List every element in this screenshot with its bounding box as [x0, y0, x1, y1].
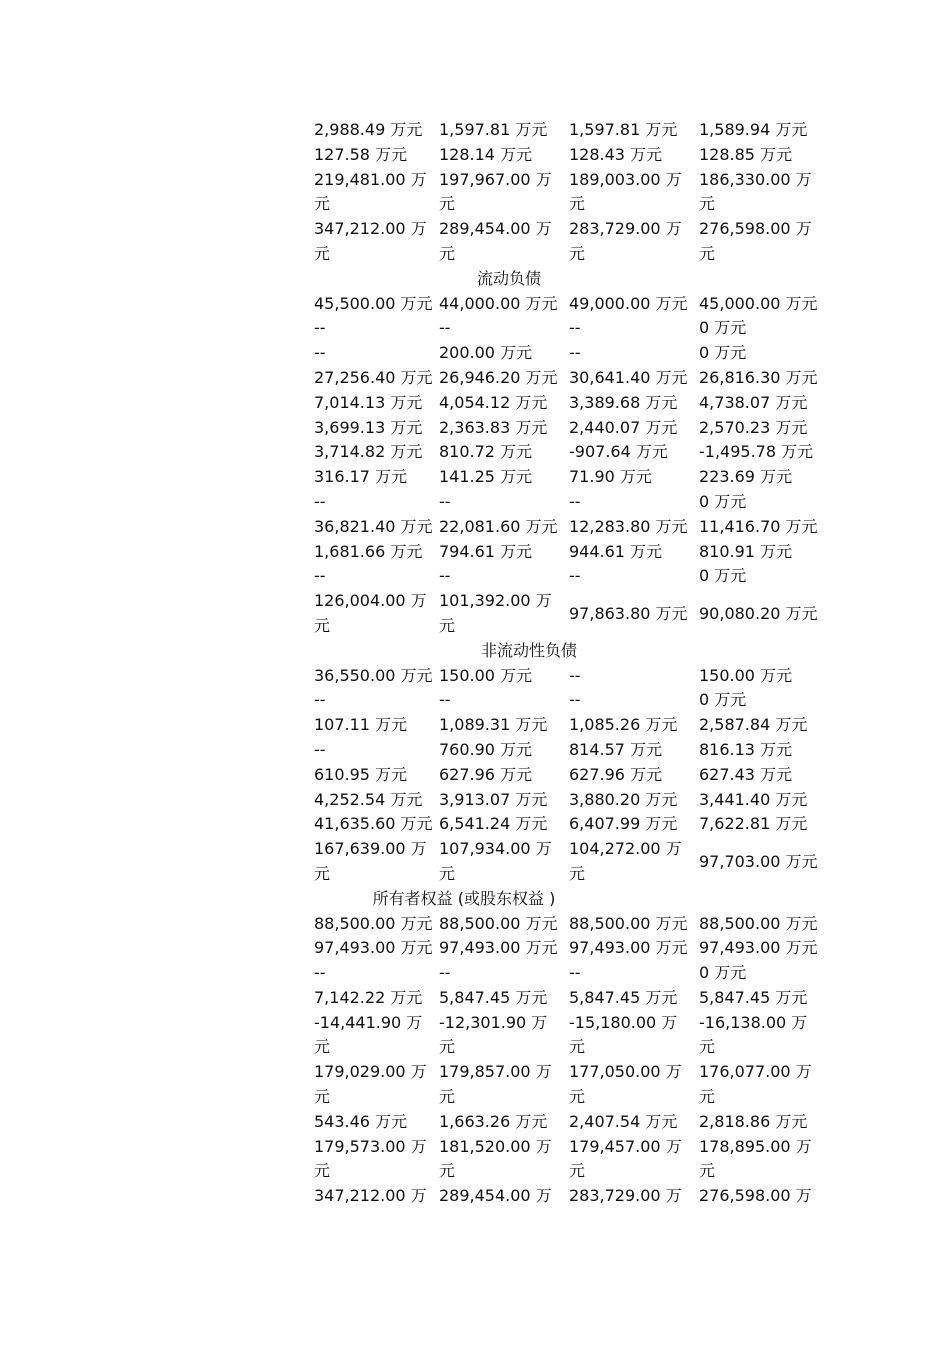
table-cell: 627.43 万元: [699, 764, 793, 784]
table-cell: 1,597.81 万元: [439, 120, 548, 139]
table-cell: 816.13 万元: [699, 739, 793, 759]
table-cell: --: [314, 318, 326, 338]
table-cell: 45,000.00 万元: [699, 293, 818, 313]
table-cell: 2,440.07 万元: [569, 417, 678, 437]
table-row: [314, 713, 834, 738]
table-cell: 200.00 万元: [439, 343, 533, 363]
table-row: [314, 341, 834, 366]
table-cell: 189,003.00 万 元: [569, 169, 682, 214]
table-row: [314, 912, 834, 937]
table-cell: 3,714.82 万元: [314, 442, 423, 462]
table-cell: -16,138.00 万 元: [699, 1012, 808, 1057]
table-cell: --: [314, 343, 326, 363]
table-cell: 104,272.00 万 元: [569, 839, 682, 883]
table-cell: 1,681.66 万元: [314, 541, 423, 561]
table-cell: 88,500.00 万元: [569, 913, 688, 933]
equity-rows: [314, 912, 834, 1210]
table-cell: --: [569, 491, 581, 511]
table-cell: --: [439, 318, 451, 338]
table-cell: 181,520.00 万 元: [439, 1136, 552, 1181]
table-cell: 810.72 万元: [439, 442, 533, 462]
table-cell: 1,089.31 万元: [439, 715, 548, 735]
table-cell: 179,029.00 万 元: [314, 1062, 427, 1107]
table-cell: 197,967.00 万 元: [439, 169, 552, 214]
table-cell: 610.95 万元: [314, 764, 408, 784]
table-cell: 4,054.12 万元: [439, 392, 548, 412]
table-cell: 150.00 万元: [439, 665, 533, 685]
table-cell: -1,495.78 万元: [699, 442, 814, 462]
table-cell: 3,441.40 万元: [699, 789, 808, 809]
table-cell: 289,454.00 万: [439, 1186, 552, 1206]
table-row: [314, 1135, 834, 1185]
table-cell: 543.46 万元: [314, 1111, 408, 1131]
table-cell: 219,481.00 万 元: [314, 169, 427, 214]
table-cell: 810.91 万元: [699, 541, 793, 561]
table-cell: 71.90 万元: [569, 467, 652, 487]
table-cell: 283,729.00 万: [569, 1186, 682, 1206]
table-cell: 90,080.20 万元: [699, 603, 818, 623]
table-cell: 36,550.00 万元: [314, 665, 433, 685]
table-cell: --: [314, 566, 326, 586]
table-cell: --: [314, 739, 326, 759]
table-cell: 177,050.00 万 元: [569, 1062, 682, 1107]
table-cell: 27,256.40 万元: [314, 367, 433, 387]
table-cell: --: [314, 690, 326, 710]
table-cell: 7,014.13 万元: [314, 392, 423, 412]
table-cell: 88,500.00 万元: [699, 913, 818, 933]
table-cell: 97,493.00 万元: [569, 938, 688, 958]
table-cell: 0 万元: [699, 963, 747, 983]
table-cell: 3,880.20 万元: [569, 789, 678, 809]
table-row: [314, 961, 834, 986]
table-cell: 6,407.99 万元: [569, 814, 678, 834]
table-cell: 347,212.00 万: [314, 1186, 427, 1206]
table-cell: 107.11 万元: [314, 715, 408, 735]
table-cell: 12,283.80 万元: [569, 516, 688, 536]
table-cell: 0 万元: [699, 566, 747, 586]
current-liability-rows: [314, 292, 834, 590]
table-cell: 128.14 万元: [439, 144, 533, 164]
table-cell: 4,738.07 万元: [699, 392, 808, 412]
table-cell: --: [569, 690, 581, 710]
table-cell: 128.85 万元: [699, 144, 793, 164]
table-cell: 30,641.40 万元: [569, 367, 688, 387]
table-cell: 141.25 万元: [439, 467, 533, 487]
table-cell: 127.58 万元: [314, 144, 408, 164]
table-cell: 186,330.00 万 元: [699, 169, 812, 214]
table-cell: 88,500.00 万元: [439, 913, 558, 933]
table-cell: 26,946.20 万元: [439, 367, 558, 387]
table-row: [314, 292, 834, 317]
table-row: [314, 168, 834, 218]
table-cell: 2,988.49 万元: [314, 120, 423, 139]
table-cell: 97,493.00 万元: [699, 938, 818, 958]
table-cell: -907.64 万元: [569, 442, 668, 462]
table-row: [314, 688, 834, 713]
table-cell: 944.61 万元: [569, 541, 663, 561]
table-cell: 179,573.00 万 元: [314, 1136, 427, 1181]
table-cell: 97,493.00 万元: [314, 938, 433, 958]
table-cell: 101,392.00 万 元: [439, 591, 552, 635]
table-row: [314, 316, 834, 341]
section-equity: 所有者权益 (或股东权益 ): [372, 888, 556, 908]
table-row: [314, 763, 834, 788]
noncurrent-liability-rows: [314, 664, 834, 838]
table-row: [314, 837, 834, 887]
table-cell: 88,500.00 万元: [314, 913, 433, 933]
table-cell: 2,818.86 万元: [699, 1111, 808, 1131]
table-cell: 0 万元: [699, 318, 747, 338]
table-cell: 176,077.00 万 元: [699, 1062, 812, 1107]
table-cell: 178,895.00 万 元: [699, 1136, 812, 1181]
table-row: [314, 986, 834, 1011]
table-cell: 1,589.94 万元: [699, 120, 808, 139]
table-cell: 3,389.68 万元: [569, 392, 678, 412]
table-cell: 2,570.23 万元: [699, 417, 808, 437]
table-cell: 7,622.81 万元: [699, 814, 808, 834]
table-cell: 0 万元: [699, 343, 747, 363]
noncurrent-liability-total-row: [314, 837, 834, 887]
table-cell: 3,699.13 万元: [314, 417, 423, 437]
table-cell: --: [569, 963, 581, 983]
table-row: [314, 465, 834, 490]
table-row: [314, 391, 834, 416]
table-cell: 179,457.00 万 元: [569, 1136, 682, 1181]
table-cell: 4,252.54 万元: [314, 789, 423, 809]
table-cell: 3,913.07 万元: [439, 789, 548, 809]
table-row: [314, 936, 834, 961]
table-cell: 107,934.00 万 元: [439, 839, 552, 883]
table-cell: 179,857.00 万 元: [439, 1062, 552, 1107]
table-row: [314, 812, 834, 837]
table-cell: --: [439, 491, 451, 511]
table-cell: 794.61 万元: [439, 541, 533, 561]
table-cell: --: [314, 491, 326, 511]
table-cell: --: [569, 318, 581, 338]
table-row: [314, 366, 834, 391]
table-cell: 150.00 万元: [699, 665, 793, 685]
table-cell: 0 万元: [699, 491, 747, 511]
table-cell: --: [439, 690, 451, 710]
table-cell: -14,441.90 万 元: [314, 1012, 423, 1057]
table-row: [314, 1011, 834, 1061]
section-noncurrent-liabilities: 非流动性负债: [480, 640, 577, 660]
table-cell: 814.57 万元: [569, 739, 663, 759]
table-cell: 347,212.00 万 元: [314, 219, 427, 263]
table-row: [314, 118, 834, 143]
table-cell: 2,587.84 万元: [699, 715, 808, 735]
table-cell: 22,081.60 万元: [439, 516, 558, 536]
table-row: [314, 540, 834, 565]
table-cell: --: [439, 963, 451, 983]
asset-rows: [314, 118, 834, 267]
table-cell: 11,416.70 万元: [699, 516, 818, 536]
table-cell: 627.96 万元: [439, 764, 533, 784]
table-cell: 44,000.00 万元: [439, 293, 558, 313]
table-cell: 276,598.00 万: [699, 1186, 812, 1206]
table-row: [314, 738, 834, 763]
table-row: [314, 564, 834, 589]
table-row: [314, 143, 834, 168]
table-cell: 6,541.24 万元: [439, 814, 548, 834]
table-cell: --: [569, 343, 581, 363]
table-cell: 97,863.80 万元: [569, 603, 688, 623]
table-cell: --: [569, 665, 581, 685]
table-cell: --: [314, 963, 326, 983]
table-cell: -12,301.90 万 元: [439, 1012, 548, 1057]
table-row: [314, 664, 834, 689]
table-cell: 2,363.83 万元: [439, 417, 548, 437]
table-row: [314, 788, 834, 813]
table-cell: 128.43 万元: [569, 144, 663, 164]
table-cell: 2,407.54 万元: [569, 1111, 678, 1131]
table-cell: 26,816.30 万元: [699, 367, 818, 387]
table-row: [314, 490, 834, 515]
table-cell: 223.69 万元: [699, 467, 793, 487]
table-cell: 1,085.26 万元: [569, 715, 678, 735]
table-cell: 45,500.00 万元: [314, 293, 433, 313]
financial-table: [314, 118, 834, 1209]
table-row: [314, 440, 834, 465]
table-cell: 167,639.00 万 元: [314, 839, 427, 883]
section-current-liabilities: 流动负债: [476, 268, 541, 288]
table-cell: 97,703.00 万元: [699, 851, 818, 871]
table-cell: --: [439, 566, 451, 586]
table-cell: 126,004.00 万 元: [314, 591, 427, 635]
table-cell: 49,000.00 万元: [569, 293, 688, 313]
table-cell: 289,454.00 万 元: [439, 219, 552, 263]
table-row: [314, 1184, 834, 1209]
table-cell: --: [569, 566, 581, 586]
current-liability-total-row: [314, 589, 834, 639]
table-row: [314, 217, 834, 267]
table-cell: 627.96 万元: [569, 764, 663, 784]
table-cell: 5,847.45 万元: [439, 987, 548, 1007]
table-cell: 5,847.45 万元: [699, 987, 808, 1007]
table-cell: 5,847.45 万元: [569, 987, 678, 1007]
table-cell: 276,598.00 万 元: [699, 219, 812, 263]
table-cell: 283,729.00 万 元: [569, 219, 682, 263]
table-cell: 7,142.22 万元: [314, 987, 423, 1007]
table-cell: 316.17 万元: [314, 467, 408, 487]
table-row: [314, 589, 834, 639]
table-cell: 1,597.81 万元: [569, 120, 678, 139]
table-row: [314, 1110, 834, 1135]
table-cell: 760.90 万元: [439, 739, 533, 759]
table-row: [314, 416, 834, 441]
table-cell: 36,821.40 万元: [314, 516, 433, 536]
table-cell: 41,635.60 万元: [314, 814, 433, 834]
table-cell: -15,180.00 万 元: [569, 1012, 678, 1057]
table-cell: 97,493.00 万元: [439, 938, 558, 958]
table-row: [314, 1060, 834, 1110]
table-cell: 0 万元: [699, 690, 747, 710]
table-cell: 1,663.26 万元: [439, 1111, 548, 1131]
table-row: [314, 515, 834, 540]
